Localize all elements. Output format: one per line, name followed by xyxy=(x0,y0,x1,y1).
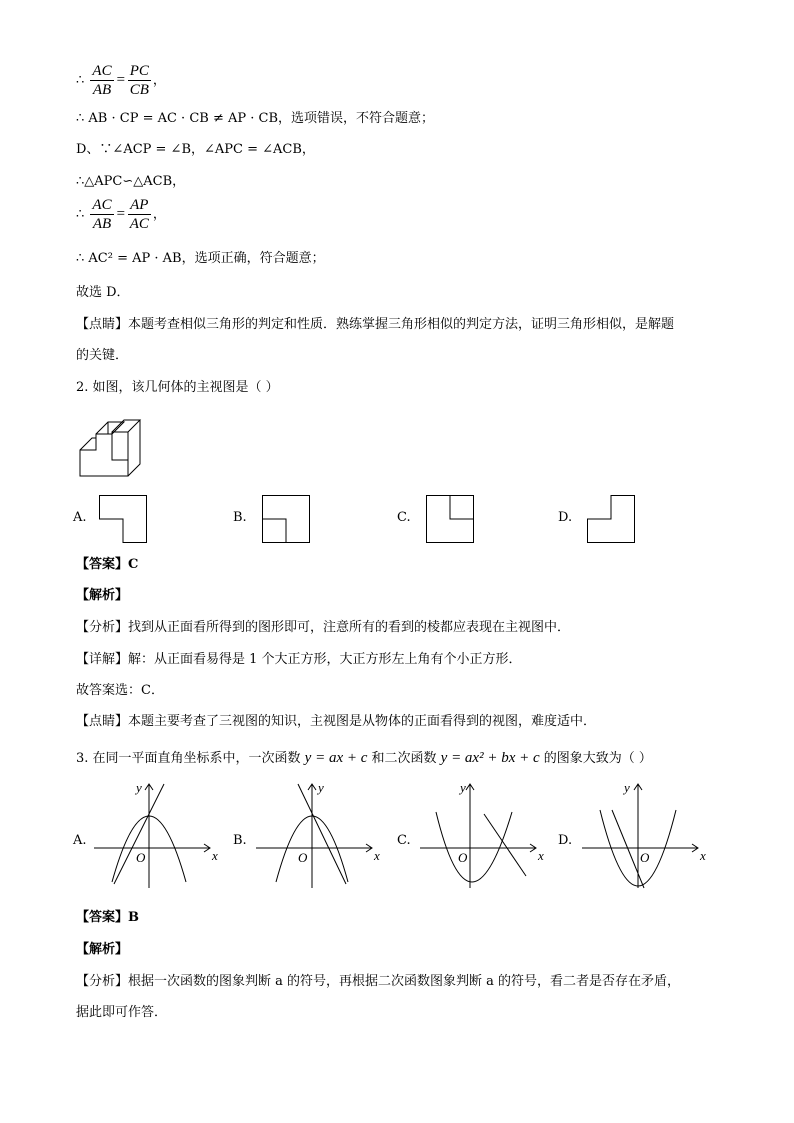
q3-a-y-label: y xyxy=(136,780,142,795)
q2-fenxi: 【分析】找到从正面看所得到的图形即可，注意所有的看到的棱都应表现在主视图中． xyxy=(76,620,571,635)
q3-option-d-label[interactable]: D. xyxy=(558,833,573,848)
q3-option-a-label[interactable]: A. xyxy=(73,833,87,848)
q3-b-x-label: x xyxy=(374,848,380,863)
q2-option-a-label[interactable]: A. xyxy=(73,510,87,525)
q2-option-c-label[interactable]: C. xyxy=(397,510,411,525)
q3-jiexi: 【解析】 xyxy=(76,942,129,957)
q3-option-a-graph[interactable] xyxy=(92,780,222,890)
fraction-pc-cb: $\frac{PC}{CB}$ xyxy=(129,63,149,98)
q3-option-c-graph[interactable] xyxy=(418,780,548,890)
q3-d-x-label: x xyxy=(700,848,706,863)
q3-c-y-label: y xyxy=(460,780,466,795)
fraction-ac-ab-2: $\frac{AC}{AB}$ xyxy=(92,197,112,232)
line-dianjing-1: 【点睛】本题考查相似三角形的判定和性质．熟练掌握三角形相似的判定方法，证明三角形相似，是解题 xyxy=(76,317,675,332)
q2-guda: 故答案选：C． xyxy=(76,683,164,698)
q2-option-b-figure[interactable] xyxy=(262,495,310,543)
line-conclusion-c: ∴ AB · CP = AC · CB ≠ AP · CB，选项错误，不符合题意； xyxy=(76,111,435,126)
q2-option-b-label[interactable]: B. xyxy=(233,510,247,525)
q3-d-origin-label: O xyxy=(640,850,650,865)
q3-c-x-label: x xyxy=(538,848,544,863)
q2-option-c-figure[interactable] xyxy=(426,495,474,543)
line-conclusion-d: ∴ AC² = AP · AB，选项正确，符合题意； xyxy=(76,251,325,266)
q3-option-b-label[interactable]: B. xyxy=(233,833,247,848)
q3-answer: 【答案】B xyxy=(76,910,139,925)
question-2-text: 2. 如图，该几何体的主视图是（ ） xyxy=(76,380,279,395)
line-ratio-1: ∴ $\frac{AC}{AB}$ = $\frac{PC}{CB}$ ， xyxy=(76,63,166,98)
q2-jiexi: 【解析】 xyxy=(76,588,129,603)
q3-d-y-label: y xyxy=(624,780,630,795)
line-choice: 故选 D． xyxy=(76,285,130,300)
q3-option-b-graph[interactable] xyxy=(254,780,384,890)
q3-a-origin-label: O xyxy=(136,850,146,865)
q3-option-c-label[interactable]: C. xyxy=(397,833,411,848)
q2-dianjing: 【点睛】本题主要考查了三视图的知识，主视图是从物体的正面看得到的视图，难度适中． xyxy=(76,714,597,729)
q2-option-a-figure[interactable] xyxy=(99,495,147,543)
q3-c-origin-label: O xyxy=(458,850,468,865)
q3-a-x-label: x xyxy=(212,848,218,863)
q3-option-d-graph[interactable] xyxy=(580,780,710,890)
line-ratio-2: ∴ $\frac{AC}{AB}$ = $\frac{AP}{AC}$ ， xyxy=(76,197,166,232)
q3-fenxi-2: 据此即可作答． xyxy=(76,1005,168,1020)
fraction-ap-ac: $\frac{AP}{AC}$ xyxy=(129,197,149,232)
fraction-ac-ab: $\frac{AC}{AB}$ xyxy=(92,63,112,98)
q3-fenxi-1: 【分析】根据一次函数的图象判断 a 的符号，再根据二次函数图象判断 a 的符号，看二者是否存在矛盾， xyxy=(76,974,681,989)
q2-option-d-label[interactable]: D. xyxy=(558,510,573,525)
q2-answer: 【答案】C xyxy=(76,557,139,572)
line-option-d: D、∵∠ACP = ∠B，∠APC = ∠ACB， xyxy=(76,142,315,157)
q2-option-d-figure[interactable] xyxy=(587,495,635,543)
q2-xiangjie: 【详解】解：从正面看易得是 1 个大正方形，大正方形左上角有个小正方形． xyxy=(76,652,522,667)
line-dianjing-2: 的关键． xyxy=(76,348,129,363)
q3-b-origin-label: O xyxy=(298,850,308,865)
question-3-text: 3. 在同一平面直角坐标系中，一次函数 y = ax + c 和二次函数 y = ax² + bx + c 的图象大致为（ ） xyxy=(76,750,652,766)
solid-figure xyxy=(78,414,142,478)
line-similar: ∴△APC∽△ACB， xyxy=(76,174,186,189)
q3-b-y-label: y xyxy=(318,780,324,795)
